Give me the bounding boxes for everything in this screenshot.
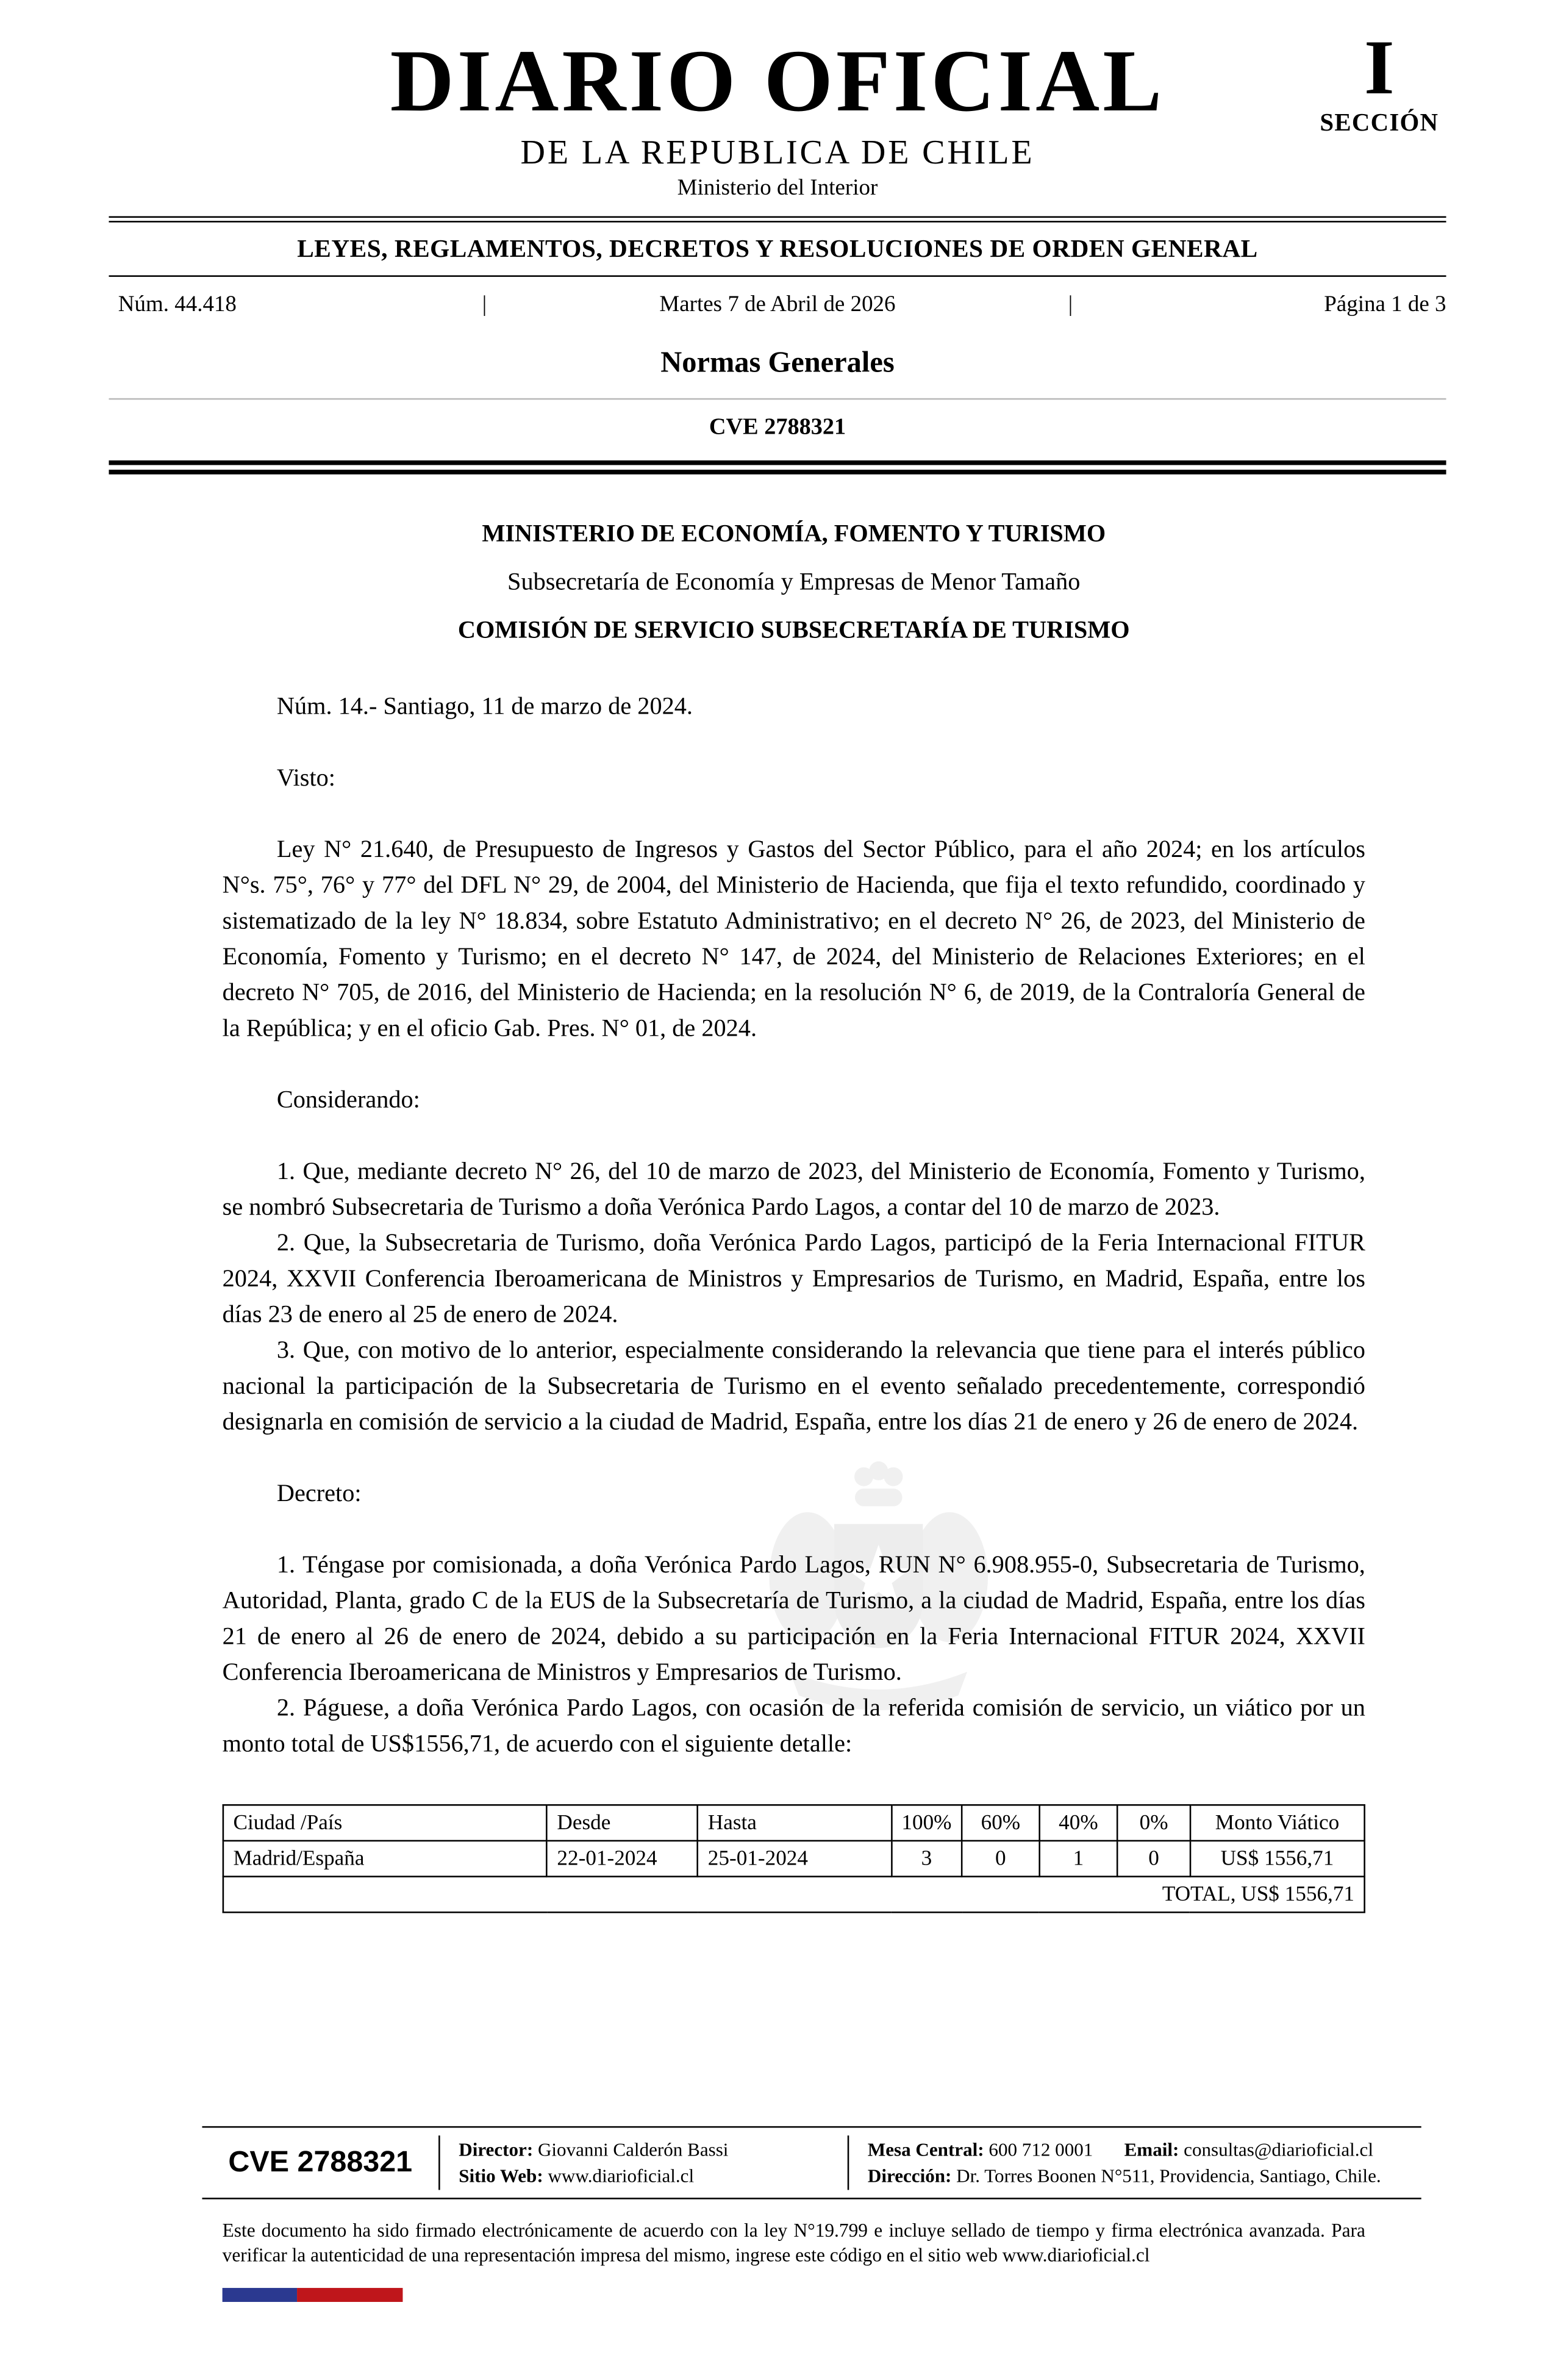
table-header-row <box>223 1805 1365 1841</box>
gazette-footer <box>202 2126 1421 2302</box>
gazette-title: DIARIO OFICIAL <box>390 32 1165 131</box>
flag-red-segment <box>297 2288 402 2302</box>
cell-60: 0 <box>962 1841 1039 1877</box>
legal-notice: Este documento ha sido firmado electrónicamente de acuerdo con la ley N°19.799 e incluye sellado de tiempo y firma electrónica avanzada. Para verificar la autenticidad de una representación impresa del mismo, ingrese este código en el sitio web www.diarioficial.cl <box>222 2219 1365 2266</box>
ministry-heading: MINISTERIO DE ECONOMÍA, FOMENTO Y TURISMO <box>482 521 1106 548</box>
col-40: 40% <box>1039 1805 1118 1841</box>
banner-line: LEYES, REGLAMENTOS, DECRETOS Y RESOLUCIONES DE ORDEN GENERAL <box>297 235 1258 263</box>
cell-100: 3 <box>891 1841 962 1877</box>
site-url: www.diarioficial.cl <box>548 2164 695 2187</box>
issue-date: Martes 7 de Abril de 2026 <box>659 292 896 318</box>
issue-meta-row <box>109 292 1446 318</box>
decreto-item: 1. Téngase por comisionada, a doña Verónica Pardo Lagos, RUN N° 6.908.955-0, Subsecretaria de Turismo, Autoridad, Planta, grado C de la EUS de la Subsecretaría de Turismo, a la ciudad de Madrid, España, entre los días 21 de enero al 26 de enero de 2024, debido a su participación en la Feria Internacional FITUR 2024, XXVII Conferencia Iberoamericana de Ministros y Empresarios de Turismo. <box>222 1552 1365 1686</box>
considerando-item: 3. Que, con motivo de lo anterior, especialmente considerando la relevancia que tiene para el interés público nacional la participación de la Subsecretaria de Turismo en el evento señalado precedentemente, correspondió designarla en comisión de servicio a la ciudad de Madrid, España, entre los días 21 de enero y 26 de enero de 2024. <box>222 1338 1365 1436</box>
divider-gray <box>109 398 1446 400</box>
divider-under-banner <box>109 275 1446 277</box>
col-100: 100% <box>891 1805 962 1841</box>
footer-box <box>202 2126 1421 2199</box>
total-amount: TOTAL, US$ 1556,71 <box>223 1877 1365 1913</box>
flag-blue-segment <box>223 2288 297 2302</box>
decree-title: COMISIÓN DE SERVICIO SUBSECRETARÍA DE TURISMO <box>457 617 1130 644</box>
address-label: Dirección: <box>867 2164 952 2187</box>
email-label: Email: <box>1124 2138 1179 2160</box>
section-numeral: I <box>1364 23 1395 111</box>
cve-code-top: CVE 2788321 <box>709 415 846 440</box>
considerando-item: 1. Que, mediante decreto N° 26, del 10 de marzo de 2023, del Ministerio de Economía, Fomento y Turismo, se nombró Subsecretaria de Turismo a doña Verónica Pardo Lagos, a contar del 10 de marzo de 2023. <box>222 1158 1365 1221</box>
decree-body <box>223 517 1365 1763</box>
col-60: 60% <box>962 1805 1039 1841</box>
cell-monto: US$ 1556,71 <box>1190 1841 1364 1877</box>
gazette-subtitle: DE LA REPUBLICA DE CHILE <box>520 132 1035 171</box>
considerando-label: Considerando: <box>276 1087 420 1114</box>
col-0: 0% <box>1118 1805 1190 1841</box>
col-monto: Monto Viático <box>1190 1805 1364 1841</box>
director-name: Giovanni Calderón Bassi <box>537 2138 729 2160</box>
decreto-items <box>223 1547 1365 1762</box>
table-row <box>223 1841 1365 1877</box>
cell-ciudad: Madrid/España <box>223 1841 547 1877</box>
site-label: Sitio Web: <box>459 2164 543 2187</box>
gazette-header <box>0 0 1555 475</box>
section-label: SECCIÓN <box>1320 110 1439 137</box>
considerando-items <box>223 1154 1365 1440</box>
decree-number-line: Núm. 14.- Santiago, 11 de marzo de 2024. <box>276 694 693 720</box>
viatico-table <box>223 1804 1365 1913</box>
email-address: consultas@diarioficial.cl <box>1184 2138 1373 2160</box>
footer-phone-email-line <box>868 2137 1403 2163</box>
divider-double-top <box>109 216 1446 222</box>
cve-code-footer: CVE 2788321 <box>202 2135 440 2190</box>
footer-director-block <box>440 2135 849 2190</box>
masthead <box>109 0 1446 203</box>
col-ciudad-pais: Ciudad /País <box>223 1805 547 1841</box>
footer-address-line <box>868 2163 1403 2188</box>
phone-label: Mesa Central: <box>867 2138 984 2160</box>
col-desde: Desde <box>547 1805 698 1841</box>
page-indicator: Página 1 de 3 <box>1324 292 1446 318</box>
meta-separator: | <box>1068 292 1073 318</box>
table-total-row <box>223 1877 1365 1913</box>
visto-paragraph: Ley N° 21.640, de Presupuesto de Ingresos y Gastos del Sector Público, para el año 2024; en los artículos N°s. 75°, 76° y 77° del DFL N° 29, de 2004, del Ministerio de Hacienda, que fija el texto refundido, coordinado y sistematizado de la ley N° 18.834, sobre Estatuto Administrativo; en el decreto N° 26, de 2023, del Ministerio de Economía, Fomento y Turismo; en el decreto N° 147, de 2024, del Ministerio de Relaciones Exteriores; en el decreto N° 705, de 2016, del Ministerio de Hacienda; en la resolución N° 6, de 2019, de la Contraloría General de la República; y en el oficio Gab. Pres. N° 01, de 2024. <box>222 836 1365 1042</box>
col-hasta: Hasta <box>698 1805 891 1841</box>
director-label: Director: <box>459 2138 534 2160</box>
cell-40: 1 <box>1039 1841 1118 1877</box>
footer-director-line <box>459 2137 829 2163</box>
visto-label: Visto: <box>276 765 335 792</box>
section-block <box>1312 23 1446 138</box>
cell-hasta: 25-01-2024 <box>698 1841 891 1877</box>
divider-double-thick <box>109 461 1446 475</box>
phone-number: 600 712 0001 <box>988 2138 1093 2160</box>
cell-0: 0 <box>1118 1841 1190 1877</box>
cell-desde: 22-01-2024 <box>547 1841 698 1877</box>
footer-site-line <box>459 2163 829 2188</box>
considerando-item: 2. Que, la Subsecretaria de Turismo, doña Verónica Pardo Lagos, participó de la Feria Internacional FITUR 2024, XXVII Conferencia Iberoamericana de Ministros y Empresarios de Turismo, en Madrid, España, entre los días 23 de enero al 25 de enero de 2024. <box>222 1230 1365 1328</box>
gazette-ministry: Ministerio del Interior <box>677 176 878 201</box>
address-value: Dr. Torres Boonen N°511, Providencia, Santiago, Chile. <box>956 2164 1381 2187</box>
footer-contact-block <box>849 2135 1421 2190</box>
meta-separator: | <box>482 292 487 318</box>
issue-number: Núm. 44.418 <box>118 292 237 318</box>
decreto-item: 2. Páguese, a doña Verónica Pardo Lagos, con ocasión de la referida comisión de servicio, un viático por un monto total de US$1556,71, de acuerdo con el siguiente detalle: <box>222 1695 1365 1758</box>
chile-flag-mark <box>223 2288 403 2302</box>
decreto-label: Decreto: <box>276 1480 362 1507</box>
section-title: Normas Generales <box>660 346 895 380</box>
subsecretary-heading: Subsecretaría de Economía y Empresas de Menor Tamaño <box>507 569 1081 596</box>
